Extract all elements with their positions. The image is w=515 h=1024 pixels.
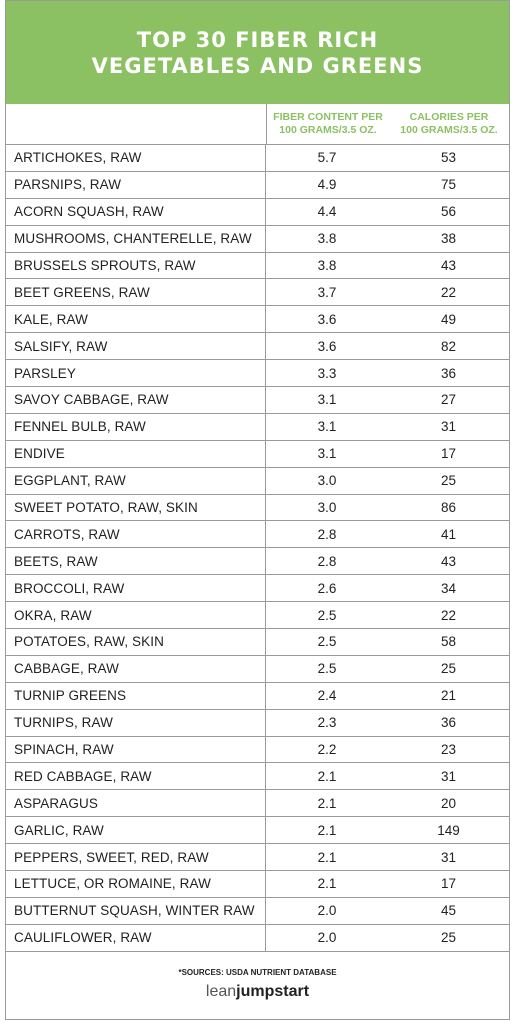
table-row — [6, 790, 509, 817]
vegetable-name: FENNEL BULB, RAW — [6, 414, 266, 440]
fiber-value: 3.1 — [317, 419, 337, 435]
table-row — [6, 360, 509, 387]
calories-value: 25 — [440, 473, 457, 489]
vegetable-name: BROCCOLI, RAW — [6, 575, 266, 601]
vegetable-name: BEETS, RAW — [6, 548, 266, 574]
vegetable-name: GARLIC, RAW — [6, 817, 266, 843]
fiber-value: 3.3 — [317, 365, 337, 381]
table-row — [6, 817, 509, 844]
vegetable-name: KALE, RAW — [6, 306, 266, 332]
calories-value: 45 — [440, 903, 457, 919]
fiber-value: 4.9 — [317, 177, 337, 193]
calories-value: 86 — [440, 500, 457, 516]
calories-value: 58 — [440, 634, 457, 650]
fiber-value: 3.0 — [317, 473, 337, 489]
vegetable-name: BUTTERNUT SQUASH, WINTER RAW — [6, 898, 266, 924]
vegetable-name: PEPPERS, SWEET, RED, RAW — [6, 844, 266, 870]
fiber-value: 2.5 — [317, 607, 337, 623]
calories-value: 36 — [440, 365, 457, 381]
vegetable-name: TURNIP GREENS — [6, 683, 266, 709]
fiber-value: 2.8 — [317, 526, 337, 542]
vegetable-name: TURNIPS, RAW — [6, 710, 266, 736]
table-row — [6, 925, 509, 952]
vegetable-name: POTATOES, RAW, SKIN — [6, 629, 266, 655]
calories-value: 149 — [437, 822, 460, 838]
fiber-value: 2.0 — [317, 930, 337, 946]
calories-value: 17 — [440, 446, 457, 462]
table-row — [6, 898, 509, 925]
table-row — [6, 629, 509, 656]
fiber-value: 3.7 — [317, 284, 337, 300]
vegetable-name: ARTICHOKES, RAW — [6, 145, 266, 171]
vegetable-name: PARSLEY — [6, 360, 266, 386]
logo-jump: jumpstart — [236, 982, 310, 1000]
vegetable-name: BRUSSELS SPROUTS, RAW — [6, 253, 266, 279]
fiber-value: 2.5 — [317, 661, 337, 677]
fiber-value: 2.6 — [317, 580, 337, 596]
table-row — [6, 602, 509, 629]
table-row — [6, 710, 509, 737]
table-row — [6, 279, 509, 306]
fiber-value: 4.4 — [317, 204, 337, 220]
vegetable-name: CABBAGE, RAW — [6, 656, 266, 682]
vegetable-name: SPINACH, RAW — [6, 737, 266, 763]
calories-value: 38 — [440, 231, 457, 247]
vegetable-name: ACORN SQUASH, RAW — [6, 199, 266, 225]
fiber-value: 3.1 — [317, 392, 337, 408]
title-line-2: VEGETABLES AND GREENS — [91, 53, 424, 78]
calories-value: 75 — [440, 177, 457, 193]
fiber-value: 2.2 — [317, 742, 337, 758]
fiber-value: 2.1 — [317, 768, 337, 784]
table-row — [6, 226, 509, 253]
calories-value: 21 — [440, 688, 457, 704]
header-calories-line1: CALORIES PER — [409, 111, 489, 123]
calories-value: 53 — [440, 150, 457, 166]
vegetable-name: CARROTS, RAW — [6, 521, 266, 547]
fiber-value: 2.1 — [317, 822, 337, 838]
vegetable-name: LETTUCE, OR ROMAINE, RAW — [6, 871, 266, 897]
calories-value: 22 — [440, 607, 457, 623]
fiber-value: 5.7 — [317, 150, 337, 166]
fiber-value: 3.1 — [317, 446, 337, 462]
calories-value: 23 — [440, 742, 457, 758]
table-row — [6, 387, 509, 414]
title-line-1: TOP 30 FIBER RICH — [136, 27, 379, 52]
calories-value: 17 — [440, 876, 457, 892]
header-fiber-line1: FIBER CONTENT PER — [273, 111, 383, 123]
calories-value: 31 — [440, 849, 457, 865]
table-row — [6, 414, 509, 441]
fiber-value: 2.3 — [317, 715, 337, 731]
calories-value: 25 — [440, 930, 457, 946]
table-row — [6, 253, 509, 280]
table-row — [6, 575, 509, 602]
calories-value: 34 — [440, 580, 457, 596]
fiber-value: 3.0 — [317, 500, 337, 516]
fiber-value: 2.0 — [317, 903, 337, 919]
table-row — [6, 333, 509, 360]
header-calories — [389, 104, 509, 144]
header-fiber-line2: 100 GRAMS/3.5 OZ. — [279, 124, 377, 136]
calories-value: 49 — [440, 311, 457, 327]
table-row — [6, 763, 509, 790]
calories-value: 43 — [440, 258, 457, 273]
fiber-value: 3.8 — [317, 231, 337, 247]
table-header — [6, 104, 509, 145]
table-row — [6, 172, 509, 199]
calories-value: 43 — [440, 553, 457, 569]
calories-value: 36 — [440, 715, 457, 731]
table-row — [6, 145, 509, 172]
table-row — [6, 656, 509, 683]
fiber-value: 3.6 — [317, 311, 337, 327]
fiber-value: 3.8 — [317, 258, 337, 273]
table-row — [6, 468, 509, 495]
source-note: *SOURCES: USDA NUTRIENT DATABASE — [178, 967, 337, 977]
table-row — [6, 441, 509, 468]
table-row — [6, 521, 509, 548]
calories-value: 31 — [440, 419, 457, 435]
table-row — [6, 683, 509, 710]
table-row — [6, 548, 509, 575]
title-banner — [6, 1, 509, 104]
table-row — [6, 871, 509, 898]
fiber-value: 2.1 — [317, 795, 337, 811]
table-row — [6, 495, 509, 522]
vegetable-name: PARSNIPS, RAW — [6, 172, 266, 198]
header-calories-line2: 100 GRAMS/3.5 OZ. — [400, 124, 498, 136]
vegetable-name: ENDIVE — [6, 441, 266, 467]
calories-value: 20 — [440, 795, 457, 811]
vegetable-name: EGGPLANT, RAW — [6, 468, 266, 494]
fiber-value: 2.4 — [317, 688, 337, 704]
vegetable-name: CAULIFLOWER, RAW — [6, 925, 266, 951]
calories-value: 82 — [440, 338, 457, 354]
vegetable-name: OKRA, RAW — [6, 602, 266, 628]
calories-value: 31 — [440, 768, 457, 784]
vegetable-name: MUSHROOMS, CHANTERELLE, RAW — [6, 226, 266, 252]
table-body — [6, 145, 509, 952]
vegetable-name: BEET GREENS, RAW — [6, 279, 266, 305]
header-fiber — [267, 104, 389, 144]
table-row — [6, 199, 509, 226]
fiber-value: 2.1 — [317, 876, 337, 892]
vegetable-name: SWEET POTATO, RAW, SKIN — [6, 495, 266, 521]
fiber-value: 2.1 — [317, 849, 337, 865]
table-row — [6, 844, 509, 871]
vegetable-name: SAVOY CABBAGE, RAW — [6, 387, 266, 413]
header-name-cell — [6, 104, 267, 144]
calories-value: 27 — [440, 392, 457, 408]
vegetable-name: ASPARAGUS — [6, 790, 266, 816]
calories-value: 41 — [440, 526, 457, 542]
fiber-value: 3.6 — [317, 338, 337, 354]
calories-value: 56 — [440, 204, 457, 220]
fiber-value: 2.8 — [317, 553, 337, 569]
brand-logo — [206, 983, 309, 1001]
vegetable-name: RED CABBAGE, RAW — [6, 763, 266, 789]
table-row — [6, 737, 509, 764]
logo-lean: lean — [205, 982, 237, 1000]
vegetable-name: SALSIFY, RAW — [6, 333, 266, 359]
calories-value: 22 — [440, 284, 457, 300]
fiber-value: 2.5 — [317, 634, 337, 650]
calories-value: 25 — [440, 661, 457, 677]
fiber-table-card — [5, 0, 510, 1020]
table-row — [6, 306, 509, 333]
footer — [6, 949, 509, 1019]
